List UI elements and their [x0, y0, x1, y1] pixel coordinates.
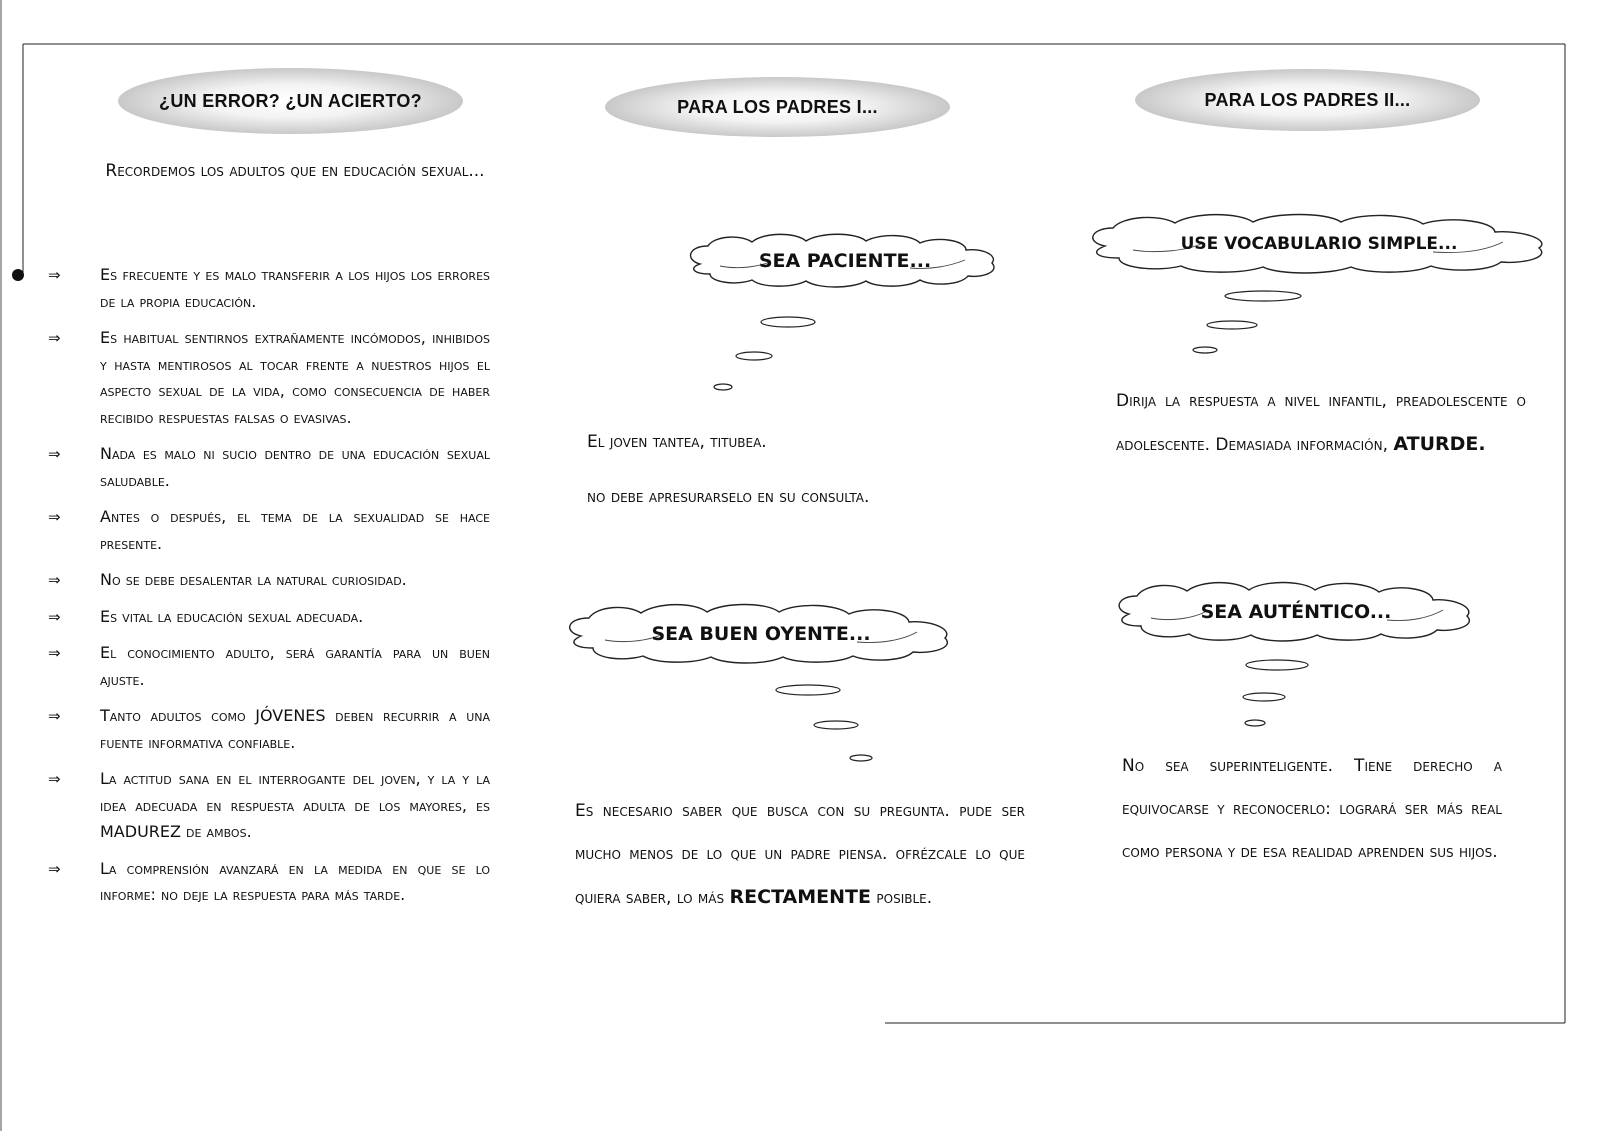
- list-item: ⇒ La comprensión avanzará en la medida en que se lo informe: no deje la respuesta para más tarde.: [40, 856, 490, 909]
- list-item: ⇒ El conocimiento adulto, será garantía para un buen ajuste.: [40, 640, 490, 693]
- list-item: ⇒ La actitud sana en el interrogante del joven, y la y la idea adecuada en respuesta adulta de los mayores, es MADUREZ de ambos.: [40, 766, 490, 846]
- cloud-vocabulario-label: USE VOCABULARIO SIMPLE...: [1180, 234, 1458, 254]
- double-arrow-icon: ⇒: [48, 707, 61, 725]
- list-item: ⇒ Es frecuente y es malo transferir a los hijos los errores de la propia educación.: [40, 262, 490, 315]
- double-arrow-icon: ⇒: [48, 445, 61, 463]
- header-un-error-text: ¿UN ERROR? ¿UN ACIERTO?: [159, 90, 422, 111]
- double-arrow-icon: ⇒: [48, 571, 61, 589]
- intro-text: Recordemos los adultos que en educación sexual...: [105, 161, 485, 181]
- double-arrow-icon: ⇒: [48, 770, 61, 788]
- cloud-paciente-label: SEA PACIENTE...: [758, 250, 932, 272]
- list-item: ⇒ Nada es malo ni sucio dentro de una educación sexual saludable.: [40, 441, 490, 494]
- double-arrow-icon: ⇒: [48, 644, 61, 662]
- emphasis-rectamente: RECTAMENTE: [729, 886, 871, 908]
- list-item: ⇒ Es habitual sentirnos extrañamente incómodos, inhibidos y hasta mentirosos al tocar frente a nuestros hijos el aspecto sexual de la vida, como consecuencia de haber recibido respuestas falsas o evasivas.: [40, 325, 490, 431]
- text-paciente-line2: no debe apresurarselo en su consulta.: [587, 487, 870, 507]
- cloud-autentico-label: SEA AUTÉNTICO...: [1200, 601, 1392, 623]
- double-arrow-icon: ⇒: [48, 266, 61, 284]
- text-oyente: Es necesario saber que busca con su pregunta. pude ser mucho menos de lo que un padre piensa. ofrézcale lo que quiera saber, lo más RECTAMENTE posible.: [575, 801, 1025, 908]
- double-arrow-icon: ⇒: [48, 859, 61, 878]
- text-vocabulario: Dirija la respuesta a nivel infantil, preadolescente o adolescente. Demasiada información, ATURDE.: [1116, 391, 1526, 455]
- list-item: ⇒ Es vital la educación sexual adecuada.: [40, 604, 490, 631]
- list-item: ⇒ No se debe desalentar la natural curiosidad.: [40, 567, 490, 594]
- header-padres-1-text: PARA LOS PADRES I...: [677, 96, 878, 117]
- header-padres-2-text: PARA LOS PADRES II...: [1204, 89, 1411, 110]
- text-paciente-line1: El joven tantea, titubea.: [587, 432, 767, 452]
- list-item: ⇒ Tanto adultos como JÓVENES deben recurrir a una fuente informativa confiable.: [40, 703, 490, 756]
- double-arrow-icon: ⇒: [48, 508, 61, 526]
- double-arrow-icon: ⇒: [48, 607, 61, 626]
- cloud-oyente-label: SEA BUEN OYENTE...: [651, 623, 871, 645]
- text-autentico: No sea superinteligente. Tiene derecho a equivocarse y reconocerlo: logrará ser más real como persona y de esa realidad aprenden sus hijos.: [1122, 756, 1502, 862]
- emphasis-aturde: ATURDE.: [1393, 433, 1486, 455]
- double-arrow-icon: ⇒: [48, 329, 61, 347]
- list-item: ⇒ Antes o después, el tema de la sexualidad se hace presente.: [40, 504, 490, 557]
